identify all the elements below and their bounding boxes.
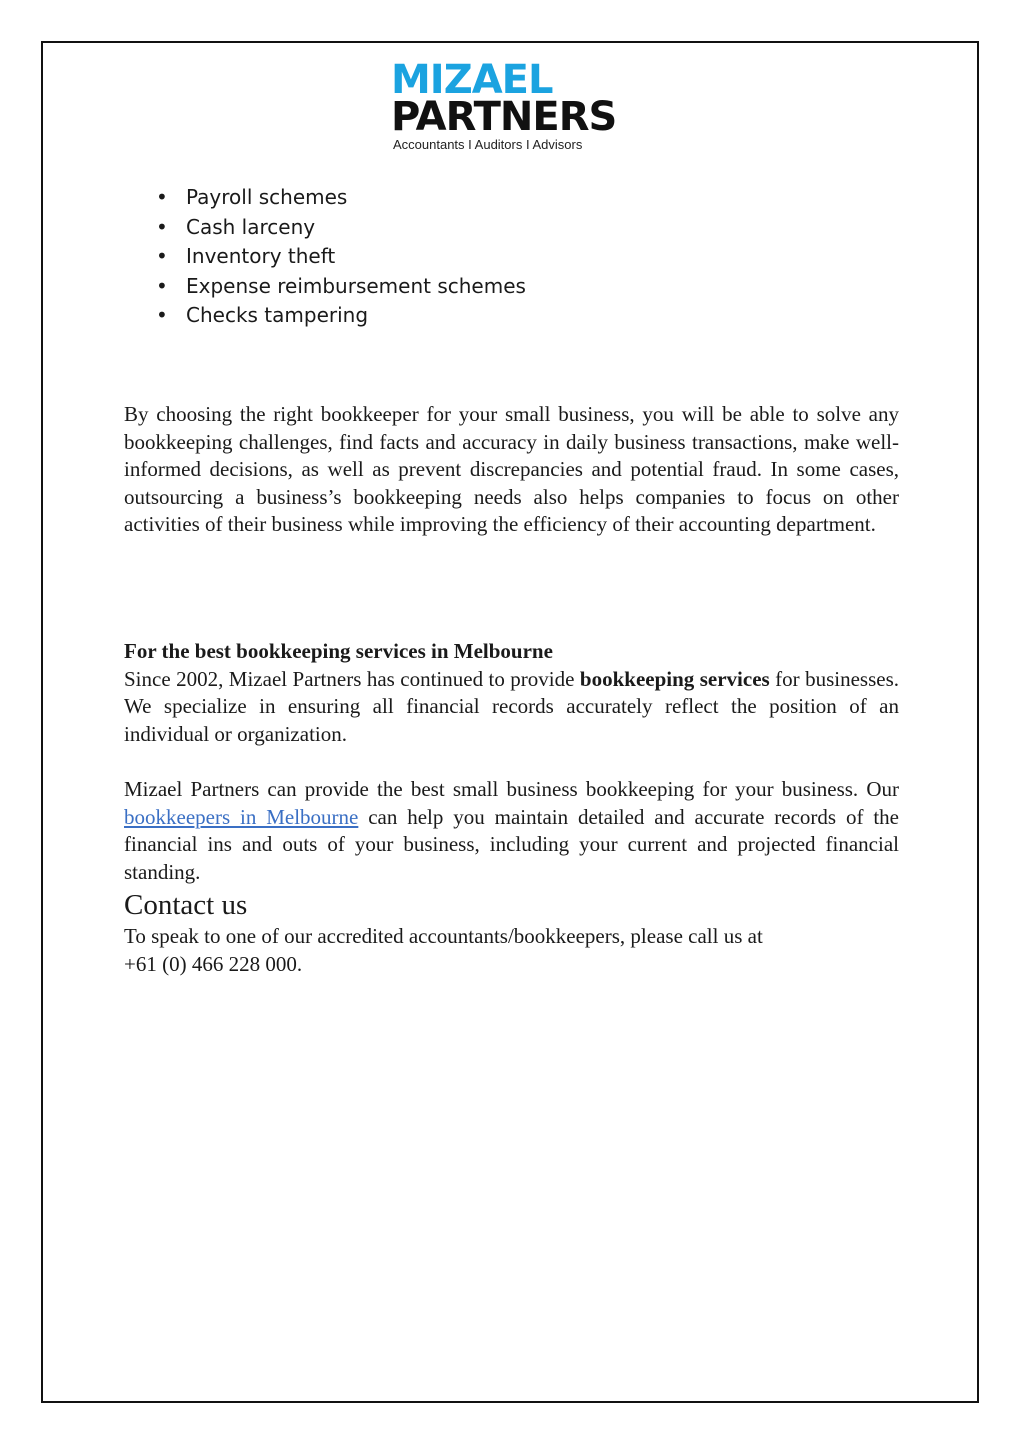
logo-wordmark-top: MIZAEL [391,57,553,103]
list-item: • Payroll schemes [150,183,526,213]
contact-heading: Contact us [124,889,248,921]
bullet-icon: • [156,214,168,239]
section-text-end: for businesses. We specialize in ensuring all financial records accurately reflect the position of an individual or organization. [124,666,900,746]
section-heading: For the best bookkeeping services in Melbourne [124,639,553,663]
logo-wordmark-bottom: PARTNERS [391,94,617,140]
phone-number: +61 (0) 466 228 000. [124,951,303,976]
contact-details [124,923,899,978]
intro-paragraph: By choosing the right bookkeeper for your small business, you will be able to solve any bookkeeping challenges, find facts and accuracy in daily business transactions, make well-informed decisions, as well as prevent discrepancies and potential fraud. In some cases, outsourcing a business’s bookkeeping needs also helps companies to focus on other activities of their business while improving the efficiency of their accounting department. [124,402,899,537]
list-item: • Inventory theft [150,242,526,272]
section-text-start: Since 2002, Mizael Partners has continued to provide [124,666,580,691]
paragraph-text-start: Mizael Partners can provide the best small business bookkeeping for your business. Our [124,777,899,801]
bookkeeping-paragraph [124,776,899,886]
logo-tagline: Accountants I Auditors I Advisors [393,137,583,152]
section-bold-phrase: bookkeeping services [579,666,770,691]
bullet-icon: • [156,273,168,298]
paragraph-text-end: can help you maintain detailed and accurate records of the financial ins and outs of your business, including your current and projected financial standing. [124,804,899,884]
list-item: • Expense reimbursement schemes [150,272,526,302]
services-section [124,638,899,748]
bullet-list [150,183,526,331]
list-item: • Checks tampering [150,301,526,331]
bookkeepers-melbourne-link[interactable]: bookkeepers in Melbourne [124,804,359,829]
bullet-icon: • [156,185,168,209]
contact-line: To speak to one of our accredited accountants/bookkeepers, please call us at [124,924,763,948]
company-logo [391,57,636,153]
list-item: • Cash larceny [150,213,526,243]
bullet-icon: • [156,244,168,268]
bullet-icon: • [156,303,168,327]
